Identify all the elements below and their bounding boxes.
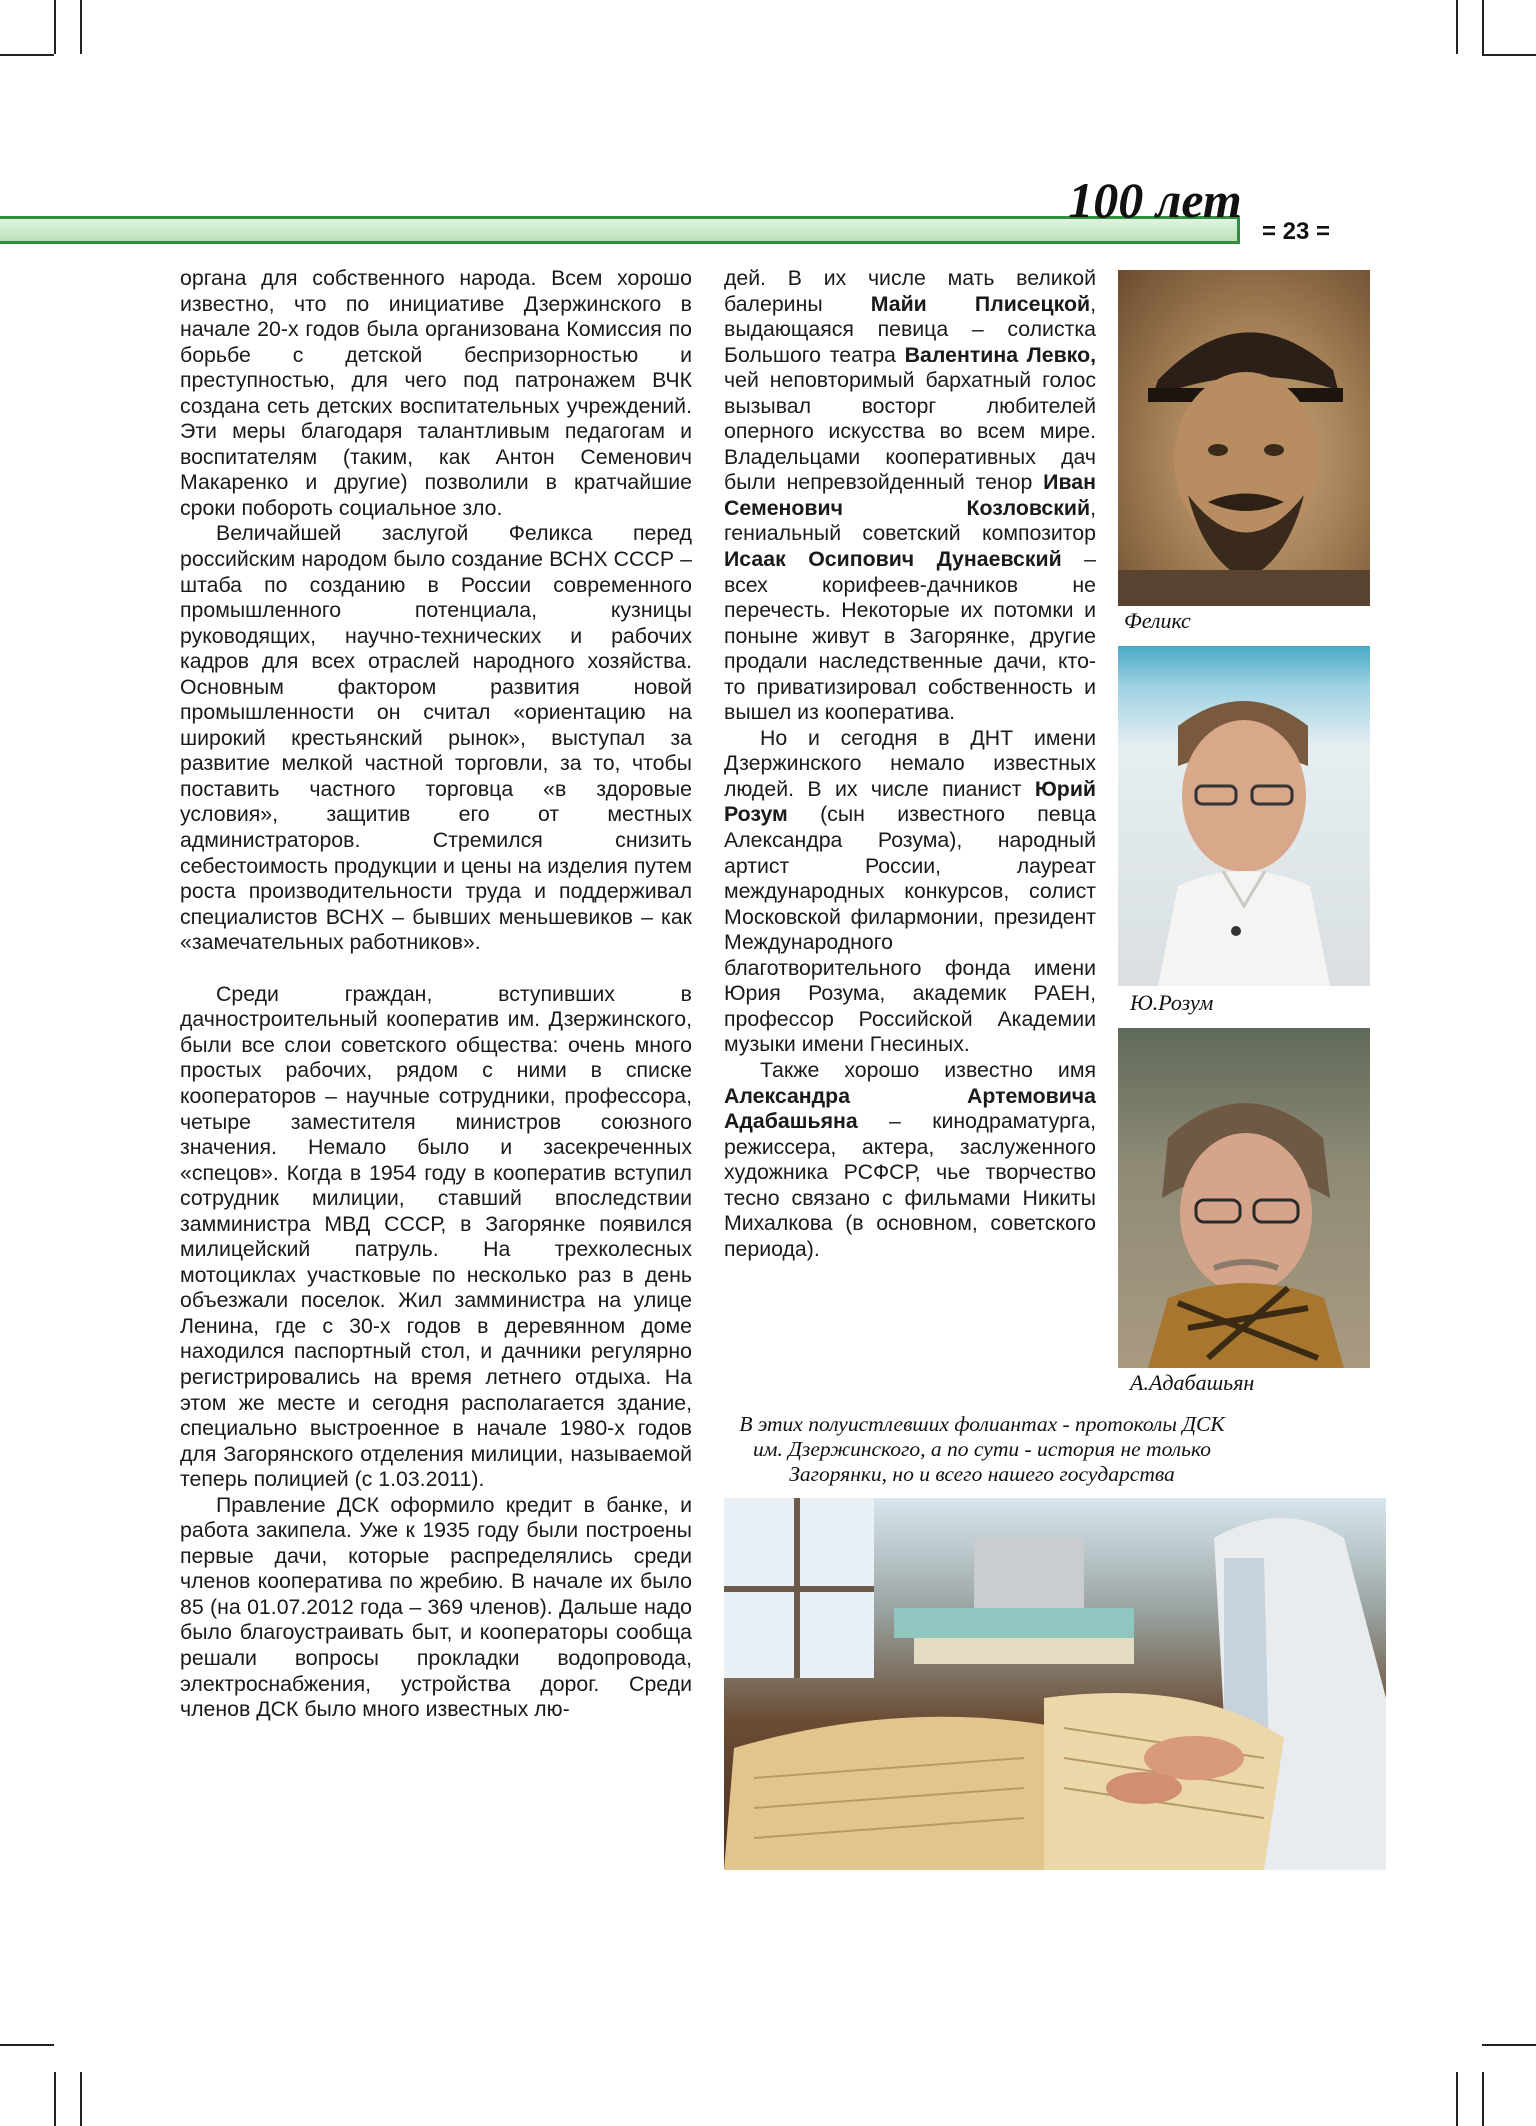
crop-mark [1456, 2072, 1458, 2126]
text-column-right [724, 266, 1096, 1262]
crop-mark [54, 0, 56, 54]
name-highlight: Иван Семенович Козловский [724, 470, 1096, 520]
portrait-photo-rozum [1118, 646, 1370, 986]
crop-mark [54, 2072, 56, 2126]
crop-mark [1456, 0, 1458, 54]
archive-photo [724, 1498, 1386, 1870]
name-highlight: Исаак Осипович Дунаевский [724, 547, 1062, 572]
portrait-figure [1118, 270, 1370, 606]
portrait-figure [1118, 646, 1370, 986]
portrait-photo-adabashyan [1118, 1028, 1370, 1368]
crop-mark [0, 54, 54, 56]
text-run: – кинодраматурга, режиссера, актера, заслуженного художника РСФСР, чье творчество тесно связано с фильмами Никиты Михалкова (в основном, советского периода). [724, 1109, 1096, 1261]
text-run: , выдающаяся певица – солистка Большого театра [724, 291, 1096, 367]
crop-mark [1482, 0, 1484, 54]
paragraph: органа для собственного народа. Всем хорошо известно, что по инициативе Дзержинского в начале 20-х годов была организована Комиссия по борьбе с детской беспризорностью и преступностью, для чего под патронажем ВЧК создана сеть детских воспитательных учреждений. Эти меры благодаря талантливым педагогам и воспитателям (таким, как Антон Семенович Макаренко и другие) позволили в кратчайшие сроки побороть социальное зло. [180, 266, 692, 520]
text-run: – всех корифеев-дачников не перечесть. Некоторые их потомки и поныне живут в Загорянке, другие продали наследственные дачи, кто-то приватизировал собственность и вышел из кооператива. [724, 547, 1096, 725]
crop-mark [1482, 2072, 1484, 2126]
crop-mark [1482, 2044, 1536, 2046]
paragraph: Величайшей заслугой Феликса перед российским народом было создание ВСНХ СССР – штаба по созданию в России современного промышленного потенциала, кузницы руководящих, научно-технических и рабочих кадров для всех отраслей народного хозяйства. Основным фактором развития новой промышленности он считал «ориентацию на широкий крестьянский рынок», выступал за развитие мелкой частной торговли, за то, чтобы поставить частного торговца «в здоровые условия», защитив его от местных администраторов. Стремился снизить себестоимость продукции и цены на изделия путем роста производительности труда и поддерживал специалистов ВСНХ – бывших меньшевиков – как «замечательных работников». [180, 521, 692, 955]
text-run: Но и сегодня в ДНТ имени Дзержинского немало известных людей. В их числе пианист [724, 725, 1096, 801]
crop-mark [80, 2072, 82, 2126]
page-number: = 23 = [1262, 218, 1331, 245]
text-run: чей неповторимый бархатный голос вызывал восторг любителей оперного искусства во всем мире. Владельцами кооперативных дач были непревзойденный тенор [724, 368, 1096, 495]
crop-mark [80, 0, 82, 54]
name-highlight: Валентина Левко, [904, 342, 1096, 367]
paragraph [724, 266, 1096, 726]
text-run: дей. В их числе мать великой балерины [724, 266, 1096, 316]
caption-rozum: Ю.Розум [1130, 990, 1214, 1015]
text-column-left [180, 266, 692, 1723]
caption-archive: В этих полуистлевших фолиантах - протоколы ДСК им. Дзержинского, а по сути - история не только Загорянки, но и всего нашего государства [739, 1412, 1225, 1486]
name-highlight: Майи Плисецкой [870, 291, 1091, 316]
name-highlight: Александра Артемовича Адабашьяна [724, 1083, 1096, 1134]
portrait-photo-felix [1118, 270, 1370, 606]
archive-scene [724, 1498, 1386, 1870]
text-run: Также хорошо известно имя [760, 1057, 1096, 1082]
text-run: , гениальный советский композитор [724, 495, 1096, 546]
name-highlight: Юрий Розум [724, 776, 1096, 827]
text-run: (сын известного певца Александра Розума), народный артист России, лауреат международных конкурсов, солист Московской филармонии, президент Международного благотворительного фонда имени Юрия Розума, академик РАЕН, профессор Российской Академии музыки имени Гнесиных. [724, 802, 1096, 1057]
caption-adabashyan: А.Адабашьян [1130, 1370, 1255, 1395]
paragraph [724, 1058, 1096, 1262]
portrait-figure [1118, 1028, 1370, 1368]
crop-mark [0, 2044, 54, 2046]
crop-mark [1482, 54, 1536, 56]
paragraph [724, 726, 1096, 1058]
paragraph: Среди граждан, вступивших в дачностроительный кооператив им. Дзержинского, были все слои советского общества: очень много простых рабочих, рядом с ними в списке кооператоров – научные сотрудники, профессора, четыре заместителя министров союзного значения. Немало было и засекреченных «спецов». Когда в 1954 году в кооператив вступил сотрудник милиции, ставший впоследствии замминистра МВД СССР, в Загорянке появился милицейский патруль. На трехколесных мотоциклах участковые по несколько раз в день объезжали поселок. Жил замминистра на улице Ленина, где с 30-х годов в деревянном доме находился паспортный стол, и дачники регулярно регистрировались на время летнего отдыха. На этом же месте и сегодня располагается здание, специально выстроенное в начале 1980-х годов для Загорянского отделения милиции, называемой теперь полицией (с 1.03.2011). [180, 981, 692, 1492]
header-band [0, 216, 1240, 244]
section-title: 100 лет [1068, 172, 1242, 228]
caption-felix: Феликс [1124, 608, 1191, 633]
paragraph: Правление ДСК оформило кредит в банке, и работа закипела. Уже к 1935 году были построены первые дачи, которые распределялись среди членов кооператива по жребию. В начале их было 85 (на 01.07.2012 года – 369 членов). Дальше надо было благоустраивать быт, и кооператоры сообща решали вопросы прокладки водопровода, электроснабжения, устройства дорог. Среди членов ДСК было много известных лю- [180, 1492, 692, 1722]
